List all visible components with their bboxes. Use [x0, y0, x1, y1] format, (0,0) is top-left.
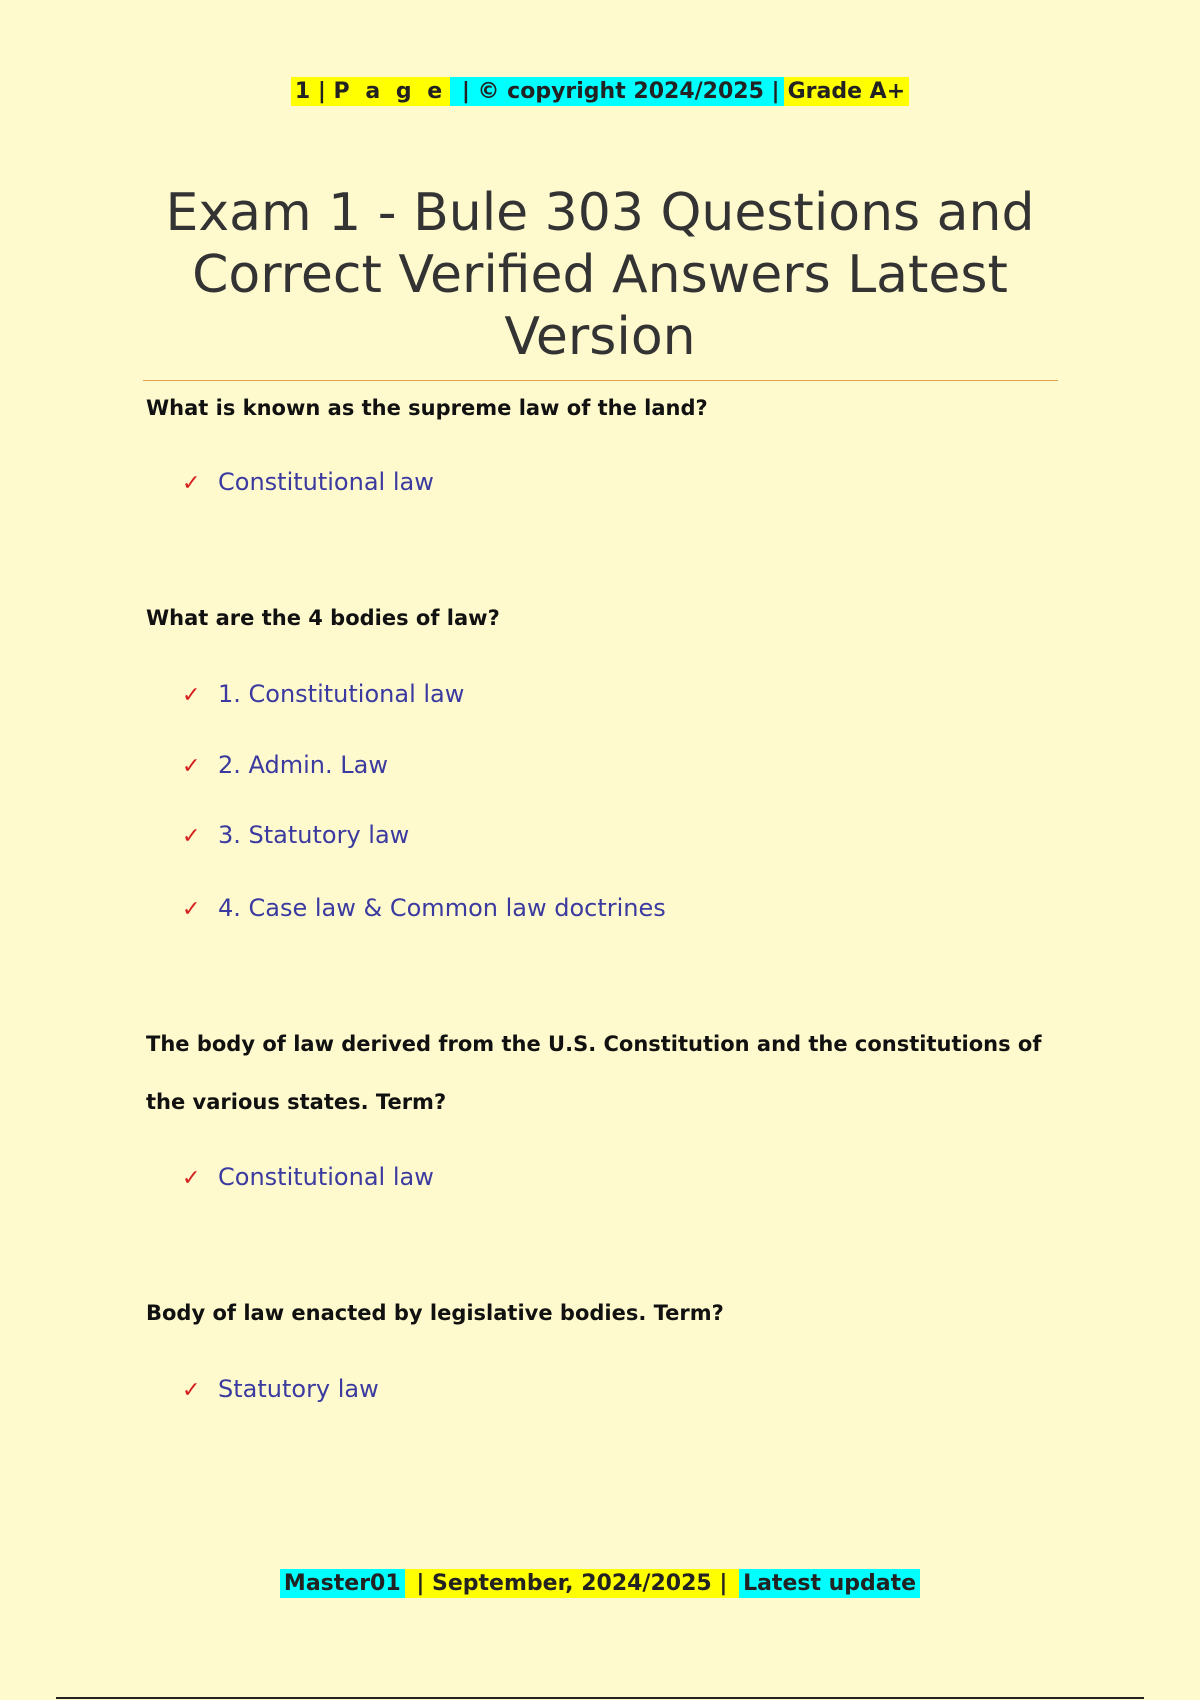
checkmark-icon: ✓: [182, 1378, 201, 1403]
answer-item: [182, 1372, 379, 1408]
answer-text: Constitutional law: [218, 1163, 434, 1191]
checkmark-icon: ✓: [182, 897, 201, 922]
question-3: The body of law derived from the U.S. Constitution and the constitutions of the various states. Term?: [146, 1032, 1042, 1114]
grade-label: Grade A+: [784, 77, 910, 106]
answer-item: [182, 1160, 434, 1196]
answer-text: Statutory law: [218, 1375, 379, 1403]
page-number-label: 1 | P a g e: [291, 77, 450, 106]
checkmark-icon: ✓: [182, 471, 201, 496]
copyright-label: | © copyright 2024/2025 |: [450, 77, 783, 106]
answer-text: 1. Constitutional law: [218, 680, 465, 708]
date-label: | September, 2024/2025 |: [405, 1569, 739, 1598]
page-header: [0, 74, 1200, 110]
answer-item: [182, 465, 434, 501]
answer-item: [182, 818, 409, 854]
question-2: What are the 4 bodies of law?: [146, 606, 500, 630]
answer-item: [182, 891, 666, 927]
bottom-divider: [56, 1697, 1144, 1699]
checkmark-icon: ✓: [182, 1166, 201, 1191]
answer-item: [182, 677, 464, 713]
question-4: Body of law enacted by legislative bodies. Term?: [146, 1301, 724, 1325]
document-title: Exam 1 - Bule 303 Questions and Correct Verified Answers Latest Version: [165, 183, 1035, 367]
answer-text: Constitutional law: [218, 468, 434, 496]
author-label: Master01: [280, 1569, 405, 1598]
answer-text: 2. Admin. Law: [218, 751, 388, 779]
checkmark-icon: ✓: [182, 754, 201, 779]
answer-item: [182, 748, 388, 784]
answer-text: 4. Case law & Common law doctrines: [218, 894, 666, 922]
answer-text: 3. Statutory law: [218, 821, 410, 849]
checkmark-icon: ✓: [182, 683, 201, 708]
question-1: What is known as the supreme law of the land?: [146, 396, 708, 420]
checkmark-icon: ✓: [182, 824, 201, 849]
update-label: Latest update: [739, 1569, 920, 1598]
page-footer: [0, 1566, 1200, 1602]
